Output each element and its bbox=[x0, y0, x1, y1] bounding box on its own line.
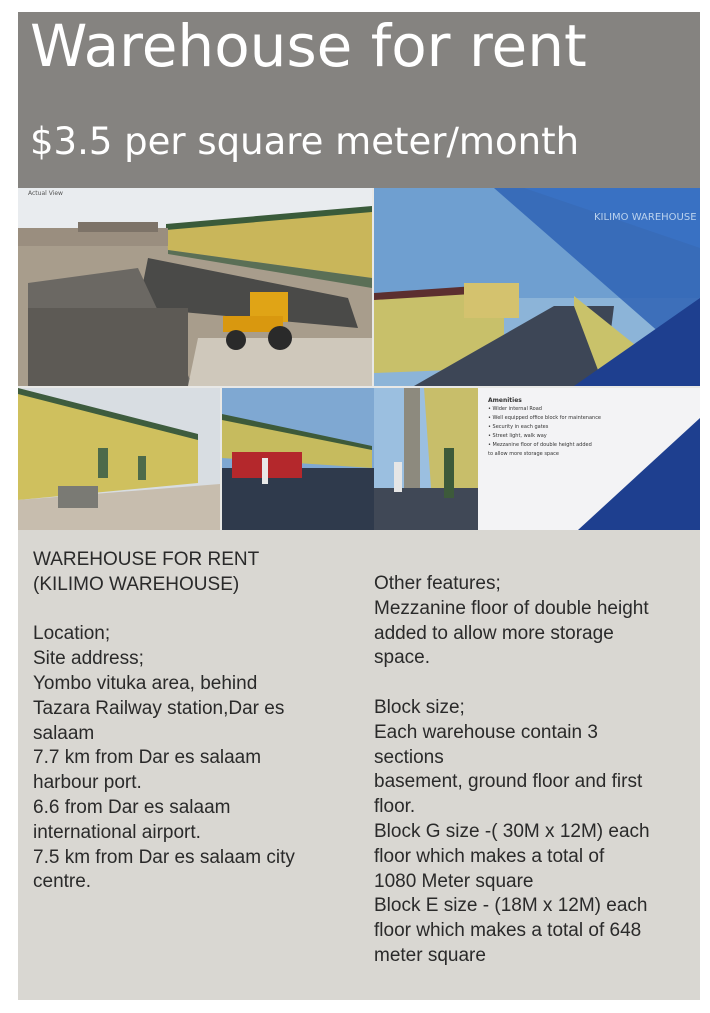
page-title: Warehouse for rent bbox=[30, 12, 587, 80]
price-text: $3.5 per square meter/month bbox=[30, 120, 580, 163]
text-line: meter square bbox=[374, 944, 486, 966]
text-line: WAREHOUSE FOR RENT bbox=[33, 549, 260, 570]
text-line: floor which makes a total of 648 bbox=[374, 920, 642, 942]
text-line: 1080 Meter square bbox=[374, 870, 534, 892]
text-line: Block size; bbox=[374, 696, 465, 718]
text-line: harbour port. bbox=[33, 772, 142, 794]
text-line: space. bbox=[374, 647, 430, 669]
text-line: Other features; bbox=[374, 573, 501, 594]
amenities-title: Amenities bbox=[488, 397, 522, 404]
photo-warehouse-side bbox=[18, 388, 220, 530]
photo-caption: Actual View bbox=[28, 190, 63, 197]
left-column bbox=[33, 548, 353, 895]
text-line: 6.6 from Dar es salaam bbox=[33, 796, 231, 818]
text-line: centre. bbox=[33, 871, 92, 893]
text-line: 7.7 km from Dar es salaam bbox=[33, 747, 262, 769]
photo-warehouse-rendering bbox=[374, 188, 700, 386]
blank-line bbox=[374, 671, 694, 696]
description-panel bbox=[18, 530, 700, 1000]
text-line: Block E size - (18M x 12M) each bbox=[374, 895, 648, 917]
blank-line bbox=[33, 598, 353, 623]
text-line: Tazara Railway station,Dar es bbox=[33, 697, 285, 719]
text-line: floor which makes a total of bbox=[374, 845, 605, 867]
text-line: sections bbox=[374, 746, 444, 768]
amenity-item: • Wider internal Road bbox=[488, 406, 542, 412]
amenity-item: • Street light, walk way bbox=[488, 433, 547, 439]
text-line: Yombo vituka area, behind bbox=[33, 672, 258, 694]
text-line: 7.5 km from Dar es salaam city bbox=[33, 846, 295, 868]
photo-warehouse-corridor bbox=[374, 388, 478, 530]
amenity-item: • Security in each gates bbox=[488, 424, 549, 430]
text-line: Block G size -( 30M x 12M) each bbox=[374, 820, 650, 842]
brochure-photo-collage bbox=[18, 188, 700, 530]
text-line: Mezzanine floor of double height bbox=[374, 597, 649, 619]
header-banner bbox=[18, 12, 700, 188]
text-line: added to allow more storage bbox=[374, 622, 614, 644]
amenity-item: • Well equipped office block for maintenance bbox=[488, 415, 602, 421]
text-line: Location; bbox=[33, 623, 111, 645]
text-line: basement, ground floor and first bbox=[374, 771, 643, 793]
amenity-item: to allow more storage space bbox=[488, 451, 559, 457]
text-line: international airport. bbox=[33, 821, 201, 843]
text-line: floor. bbox=[374, 796, 416, 818]
right-column bbox=[374, 572, 694, 969]
text-line: Each warehouse contain 3 bbox=[374, 721, 598, 743]
photo-construction-site bbox=[18, 188, 372, 386]
amenity-item: • Mezzanine floor of double height added bbox=[488, 442, 592, 448]
text-line: (KILIMO WAREHOUSE) bbox=[33, 573, 240, 595]
photo-warehouse-truck bbox=[222, 388, 374, 530]
text-line: salaam bbox=[33, 722, 95, 744]
text-line: Site address; bbox=[33, 648, 144, 670]
brand-watermark: KILIMO WAREHOUSE bbox=[594, 212, 697, 223]
amenities-panel bbox=[478, 388, 700, 530]
